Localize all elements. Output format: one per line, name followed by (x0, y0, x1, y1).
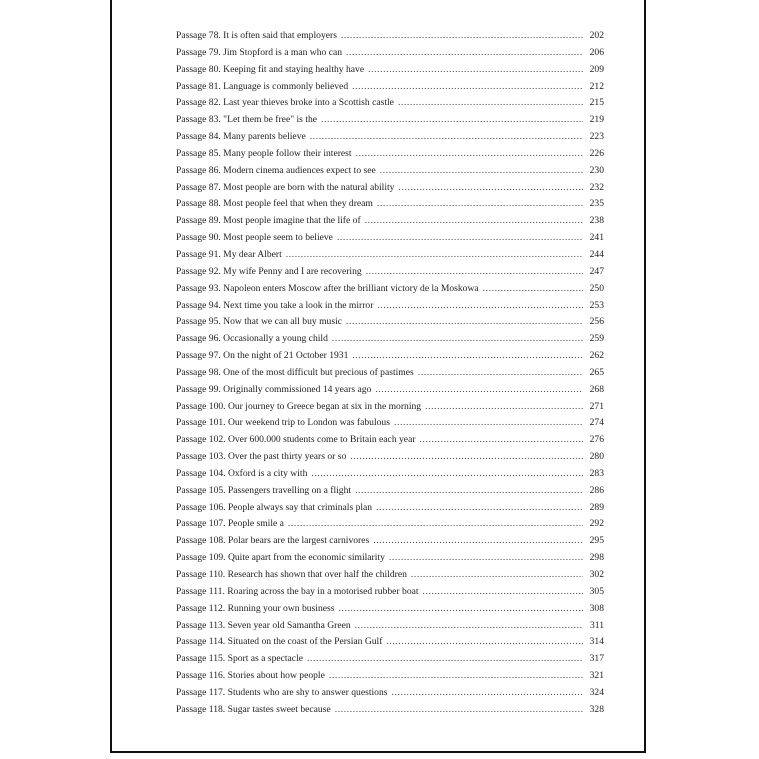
toc-entry-title: Passage 92. My wife Penny and I are recovering (176, 265, 362, 277)
dot-leader (350, 451, 583, 462)
dot-leader (311, 468, 583, 479)
toc-entry[interactable] (176, 316, 604, 333)
table-of-contents (176, 30, 604, 721)
toc-entry[interactable] (176, 215, 604, 232)
dot-leader (391, 687, 583, 698)
toc-entry-page-number: 298 (589, 552, 604, 564)
toc-entry[interactable] (176, 468, 604, 485)
toc-entry-page-number: 317 (589, 653, 604, 665)
toc-entry[interactable] (176, 47, 604, 64)
toc-entry-page-number: 241 (589, 232, 604, 244)
toc-entry[interactable] (176, 687, 604, 704)
toc-entry-title: Passage 87. Most people are born with the natural ability (176, 181, 395, 193)
dot-leader (425, 401, 583, 412)
dot-leader (335, 704, 583, 715)
toc-entry[interactable] (176, 114, 604, 131)
dot-leader (346, 47, 583, 58)
dot-leader (352, 350, 583, 361)
toc-entry[interactable] (176, 552, 604, 569)
toc-entry[interactable] (176, 434, 604, 451)
toc-entry[interactable] (176, 586, 604, 603)
toc-entry-title: Passage 100. Our journey to Greece began at six in the morning (176, 400, 422, 412)
toc-entry-page-number: 232 (589, 181, 604, 193)
dot-leader (386, 636, 583, 647)
toc-entry-page-number: 230 (589, 164, 604, 176)
toc-entry-title: Passage 86. Modern cinema audiences expect to see (176, 164, 376, 176)
toc-entry-title: Passage 104. Oxford is a city with (176, 467, 308, 479)
toc-entry[interactable] (176, 653, 604, 670)
dot-leader (420, 434, 583, 445)
dot-leader (411, 569, 583, 580)
toc-entry-page-number: 328 (589, 703, 604, 715)
toc-entry-page-number: 250 (589, 282, 604, 294)
dot-leader (398, 97, 583, 108)
toc-entry-page-number: 302 (589, 569, 604, 580)
toc-entry[interactable] (176, 81, 604, 98)
toc-entry[interactable] (176, 518, 604, 535)
dot-leader (355, 620, 583, 631)
toc-entry-page-number: 215 (589, 97, 604, 109)
toc-entry[interactable] (176, 535, 604, 552)
toc-entry-title: Passage 89. Most people imagine that the life of (176, 215, 361, 227)
toc-entry-page-number: 311 (589, 619, 604, 631)
dot-leader (310, 131, 583, 142)
toc-entry[interactable] (176, 266, 604, 283)
toc-entry-title: Passage 96. Occasionally a young child (176, 333, 328, 345)
dot-leader (423, 586, 583, 597)
toc-entry[interactable] (176, 165, 604, 182)
toc-entry[interactable] (176, 485, 604, 502)
dot-leader (376, 502, 583, 513)
dot-leader (398, 182, 583, 193)
toc-entry[interactable] (176, 350, 604, 367)
toc-entry-title: Passage 80. Keeping fit and staying healthy have (176, 63, 365, 75)
dot-leader (307, 653, 583, 664)
dot-leader (337, 232, 583, 243)
toc-entry-title: Passage 90. Most people seem to believe (176, 232, 333, 244)
toc-entry-page-number: 238 (589, 215, 604, 227)
toc-entry-title: Passage 101. Our weekend trip to London was fabulous (176, 417, 390, 429)
toc-entry[interactable] (176, 636, 604, 653)
toc-entry-title: Passage 116. Stories about how people (176, 670, 325, 682)
toc-entry-page-number: 289 (589, 501, 604, 513)
toc-entry-title: Passage 78. It is often said that employers (176, 30, 337, 41)
toc-entry-title: Passage 105. Passengers travelling on a flight (176, 484, 352, 496)
toc-entry-page-number: 202 (589, 30, 604, 41)
toc-entry-page-number: 253 (589, 299, 604, 311)
toc-entry-title: Passage 111. Roaring across the bay in a motorised rubber boat (176, 585, 419, 597)
toc-entry-page-number: 283 (589, 467, 604, 479)
dot-leader (418, 367, 583, 378)
toc-entry-page-number: 321 (589, 670, 604, 682)
toc-entry[interactable] (176, 704, 604, 721)
toc-entry-title: Passage 93. Napoleon enters Moscow after the brilliant victory de la Moskowa (176, 282, 479, 294)
toc-entry[interactable] (176, 401, 604, 418)
dot-leader (377, 300, 583, 311)
toc-entry-title: Passage 84. Many parents believe (176, 131, 306, 143)
dot-leader (483, 283, 583, 294)
toc-entry-title: Passage 108. Polar bears are the largest carnivores (176, 535, 370, 547)
toc-entry-title: Passage 102. Over 600.000 students come to Britain each year (176, 434, 416, 446)
toc-entry-page-number: 259 (589, 333, 604, 345)
toc-entry-title: Passage 112. Running your own business (176, 602, 335, 614)
toc-entry-page-number: 314 (589, 636, 604, 648)
dot-leader (321, 114, 583, 125)
toc-entry[interactable] (176, 603, 604, 620)
toc-entry-title: Passage 79. Jim Stopford is a man who can (176, 46, 343, 58)
toc-entry-page-number: 274 (589, 417, 604, 429)
toc-entry-title: Passage 117. Students who are shy to answer questions (176, 686, 388, 698)
toc-entry-page-number: 235 (589, 198, 604, 210)
toc-entry-title: Passage 99. Originally commissioned 14 years ago (176, 383, 372, 395)
dot-leader (356, 148, 583, 159)
toc-entry-title: Passage 107. People smile a (176, 518, 284, 530)
toc-entry[interactable] (176, 569, 604, 586)
toc-entry-page-number: 268 (589, 383, 604, 395)
toc-entry-page-number: 256 (589, 316, 604, 328)
toc-entry[interactable] (176, 182, 604, 199)
toc-entry[interactable] (176, 249, 604, 266)
dot-leader (332, 333, 583, 344)
toc-entry-title: Passage 95. Now that we can all buy music (176, 316, 342, 328)
toc-entry[interactable] (176, 30, 604, 47)
toc-entry[interactable] (176, 502, 604, 519)
toc-entry-title: Passage 110. Research has shown that over half the children (176, 569, 407, 580)
toc-entry[interactable] (176, 148, 604, 165)
toc-entry[interactable] (176, 64, 604, 81)
toc-entry[interactable] (176, 384, 604, 401)
toc-entry[interactable] (176, 451, 604, 468)
toc-entry-title: Passage 113. Seven year old Samantha Green (176, 619, 351, 631)
dot-leader (373, 535, 583, 546)
toc-entry-page-number: 226 (589, 147, 604, 159)
toc-entry-title: Passage 88. Most people feel that when they dream (176, 198, 373, 210)
toc-entry-title: Passage 82. Last year thieves broke into a Scottish castle (176, 97, 394, 109)
toc-entry-page-number: 305 (589, 585, 604, 597)
toc-entry-page-number: 324 (589, 686, 604, 698)
toc-entry[interactable] (176, 367, 604, 384)
dot-leader (352, 81, 583, 92)
toc-entry-title: Passage 98. One of the most difficult but precious of pastimes (176, 366, 414, 378)
toc-entry-page-number: 280 (589, 451, 604, 463)
toc-entry[interactable] (176, 232, 604, 249)
toc-entry-page-number: 286 (589, 484, 604, 496)
toc-entry-page-number: 308 (589, 602, 604, 614)
toc-entry-title: Passage 109. Quite apart from the economic similarity (176, 552, 385, 564)
toc-entry-page-number: 206 (589, 46, 604, 58)
toc-entry-page-number: 223 (589, 131, 604, 143)
dot-leader (346, 316, 583, 327)
toc-entry-page-number: 209 (589, 63, 604, 75)
dot-leader (355, 485, 583, 496)
dot-leader (389, 552, 583, 563)
dot-leader (375, 384, 583, 395)
toc-entry-page-number: 244 (589, 248, 604, 260)
toc-entry-title: Passage 115. Sport as a spectacle (176, 653, 303, 665)
toc-entry-page-number: 295 (589, 535, 604, 547)
toc-entry-page-number: 265 (589, 366, 604, 378)
toc-entry-title: Passage 91. My dear Albert (176, 248, 282, 260)
toc-entry-title: Passage 83. "Let them be free" is the (176, 114, 318, 126)
toc-entry-title: Passage 94. Next time you take a look in the mirror (176, 299, 374, 311)
toc-entry-page-number: 262 (589, 350, 604, 362)
toc-entry-page-number: 271 (589, 400, 604, 412)
toc-entry-title: Passage 97. On the night of 21 October 1931 (176, 350, 349, 362)
toc-entry[interactable] (176, 670, 604, 687)
dot-leader (341, 30, 583, 41)
dot-leader (288, 518, 583, 529)
toc-entry-page-number: 292 (589, 518, 604, 530)
toc-entry-page-number: 247 (589, 265, 604, 277)
toc-entry[interactable] (176, 198, 604, 215)
dot-leader (377, 198, 583, 209)
toc-entry-page-number: 219 (589, 114, 604, 126)
toc-entry-title: Passage 81. Language is commonly believed (176, 80, 349, 92)
dot-leader (365, 215, 583, 226)
toc-entry[interactable] (176, 97, 604, 114)
dot-leader (286, 249, 583, 260)
toc-entry[interactable] (176, 620, 604, 637)
toc-entry[interactable] (176, 300, 604, 317)
toc-entry[interactable] (176, 333, 604, 350)
toc-entry[interactable] (176, 417, 604, 434)
toc-entry-title: Passage 85. Many people follow their interest (176, 147, 352, 159)
toc-entry-page-number: 276 (589, 434, 604, 446)
toc-entry[interactable] (176, 283, 604, 300)
toc-entry-title: Passage 114. Situated on the coast of the Persian Gulf (176, 636, 383, 648)
toc-entry-title: Passage 118. Sugar tastes sweet because (176, 703, 331, 715)
dot-leader (380, 165, 583, 176)
toc-entry-page-number: 212 (589, 80, 604, 92)
dot-leader (338, 603, 583, 614)
dot-leader (366, 266, 583, 277)
toc-entry[interactable] (176, 131, 604, 148)
toc-entry-title: Passage 106. People always say that criminals plan (176, 501, 373, 513)
dot-leader (368, 64, 583, 75)
dot-leader (329, 670, 583, 681)
toc-entry-title: Passage 103. Over the past thirty years or so (176, 451, 347, 463)
dot-leader (394, 417, 583, 428)
